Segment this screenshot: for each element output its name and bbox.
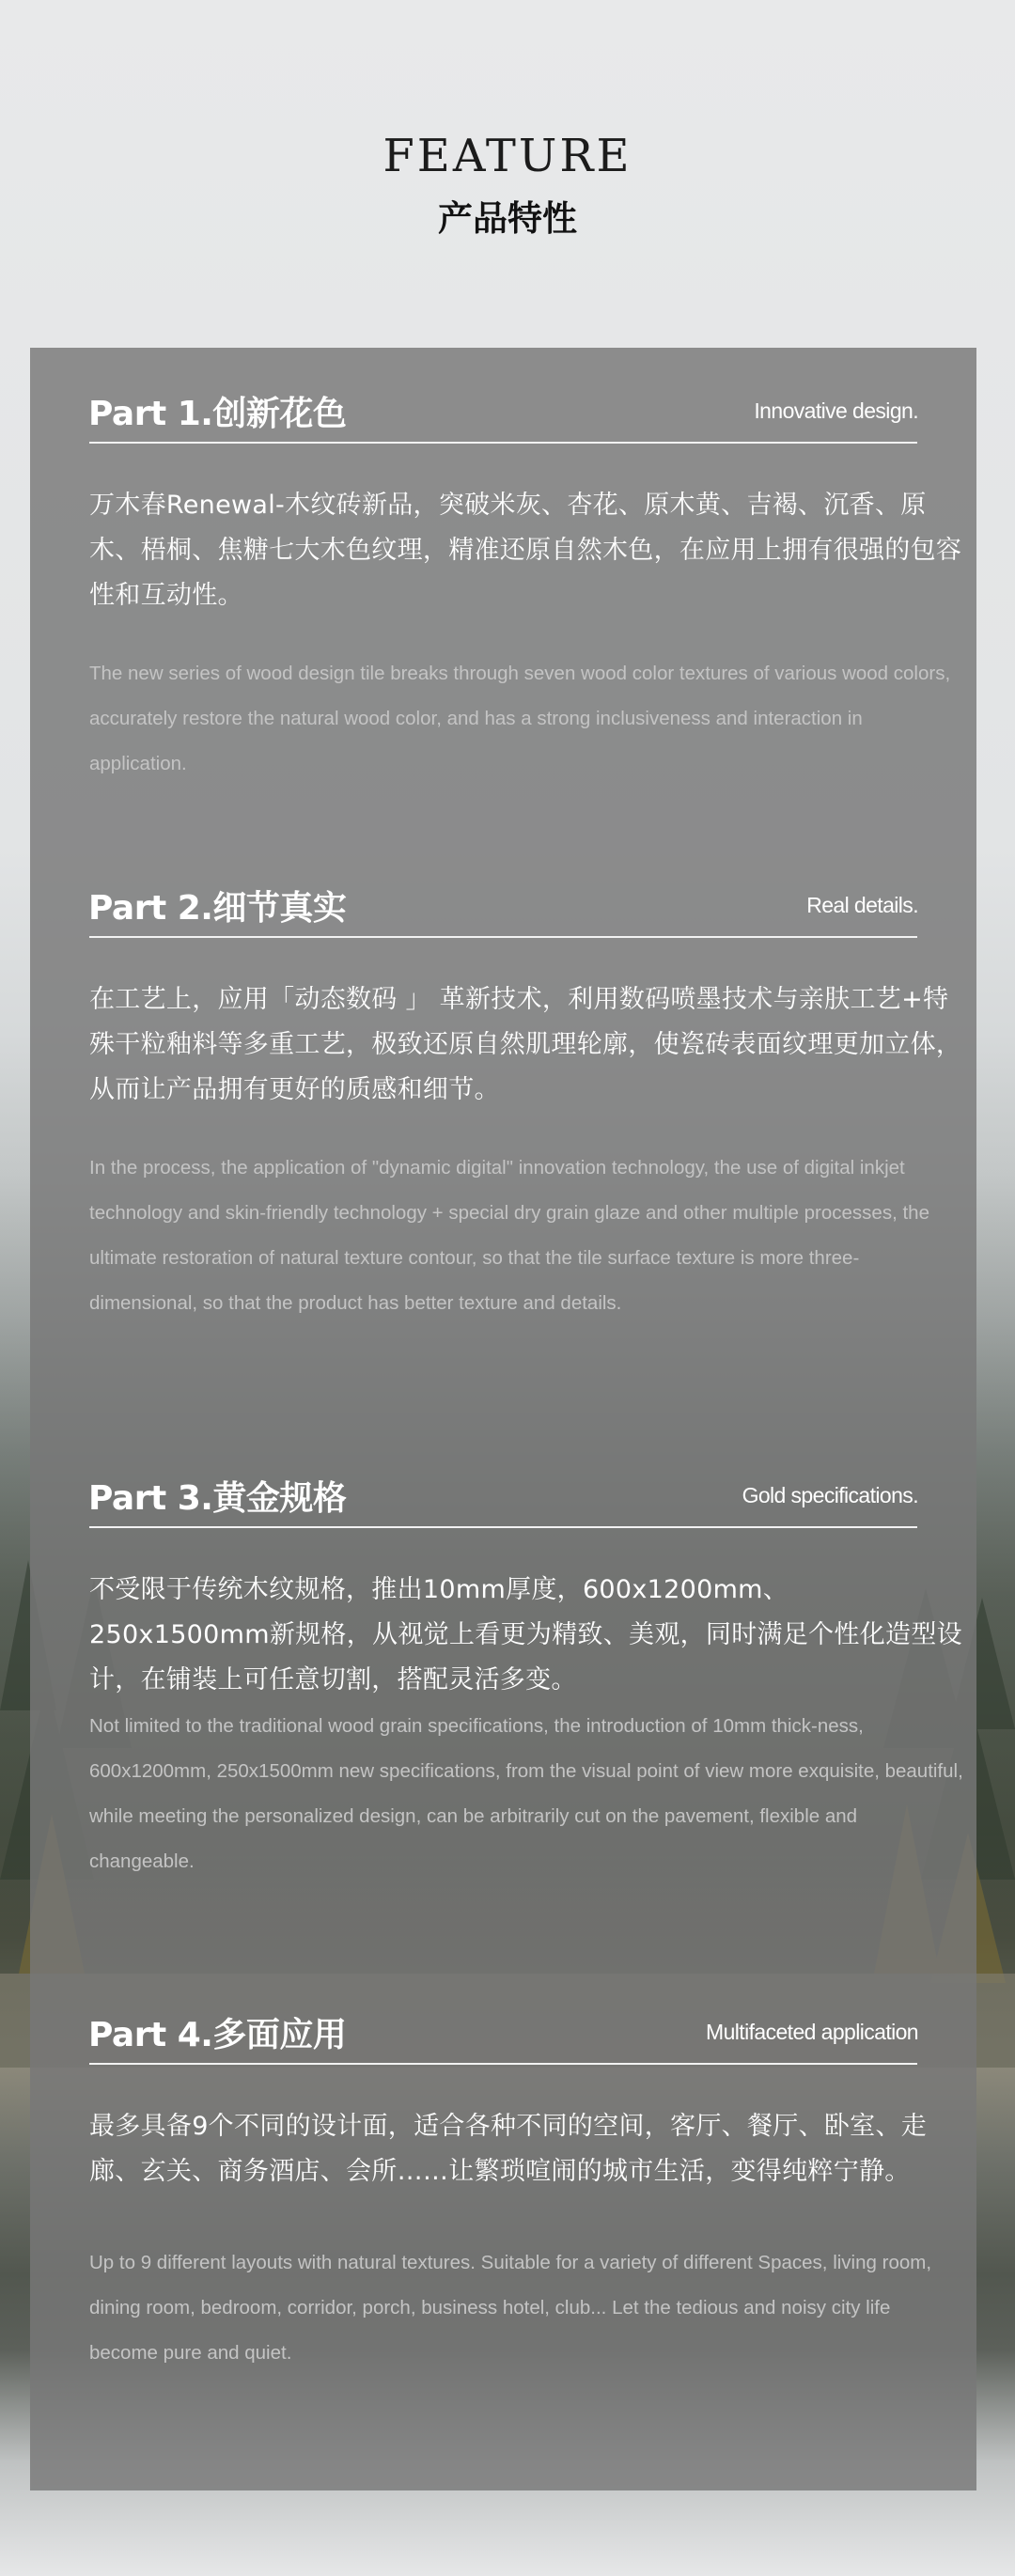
part-subtitle: Real details.	[806, 893, 918, 917]
description-en: Up to 9 different layouts with natural textures. Suitable for a variety of different Spaces, living room, dining room, bedroom, corridor, porch, business hotel, club... Let the tedious and noisy city life become pure and quiet.	[89, 2252, 932, 2364]
feature-title-zh: 产品特性	[438, 198, 577, 239]
description-zh: 最多具备9个不同的设计面，适合各种不同的空间，客厅、餐厅、卧室、走廊、玄关、商务酒店、会所……让繁琐喧闹的城市生活，变得纯粹宁静。	[89, 2112, 928, 2186]
part-subtitle: Multifaceted application	[706, 2020, 918, 2044]
part-title: Part 4.多面应用	[88, 2016, 347, 2054]
description-en: Not limited to the traditional wood grain specifications, the introduction of 10mm thick-ness, 600x1200mm, 250x1500mm new specifications, from the visual point of view more exquisite, beautiful, while meeting the personalized design, can be arbitrarily cut on the pavement, flexible and changeable.	[89, 1715, 963, 1872]
description-en: In the process, the application of "dynamic digital" innovation technology, the use of digital inkjet technology and skin-friendly technology + special dry grain glaze and other multiple processes, the ultimate restoration of natural texture contour, so that the tile surface texture is more three-dimensional, so that the product has better texture and details.	[89, 1157, 929, 1314]
description-zh: 在工艺上，应用「动态数码 」 革新技术，利用数码喷墨技术与亲肤工艺+特殊干粒釉料等多重工艺，极致还原自然肌理轮廓，使瓷砖表面纹理更加立体，从而让产品拥有更好的质感和细节。	[89, 985, 962, 1104]
part-subtitle: Gold specifications.	[742, 1483, 918, 1507]
part-subtitle: Innovative design.	[754, 398, 918, 423]
part-title: Part 3.黄金规格	[88, 1479, 347, 1518]
header	[0, 0, 1015, 348]
part-title: Part 2.细节真实	[88, 889, 347, 928]
description-zh: 不受限于传统木纹规格，推出10mm厚度，600x1200mm、250x1500mm新规格，从视觉上看更为精致、美观，同时满足个性化造型设计，在铺装上可任意切割，搭配灵活多变。	[89, 1575, 962, 1694]
divider	[89, 936, 917, 938]
features-panel	[30, 348, 976, 2490]
description-zh: 万木春Renewal-木纹砖新品，突破米灰、杏花、原木黄、吉褐、沉香、原木、梧桐、焦糖七大木色纹理，精准还原自然木色，在应用上拥有很强的包容性和互动性。	[89, 491, 962, 610]
description-en: The new series of wood design tile breaks through seven wood color textures of various wood colors, accurately restore the natural wood color, and has a strong inclusiveness and interaction in application.	[89, 663, 951, 774]
divider	[89, 442, 917, 444]
divider	[89, 1526, 917, 1528]
feature-title-en: FEATURE	[383, 130, 632, 182]
divider	[89, 2063, 917, 2065]
part-title: Part 1.创新花色	[88, 395, 347, 433]
